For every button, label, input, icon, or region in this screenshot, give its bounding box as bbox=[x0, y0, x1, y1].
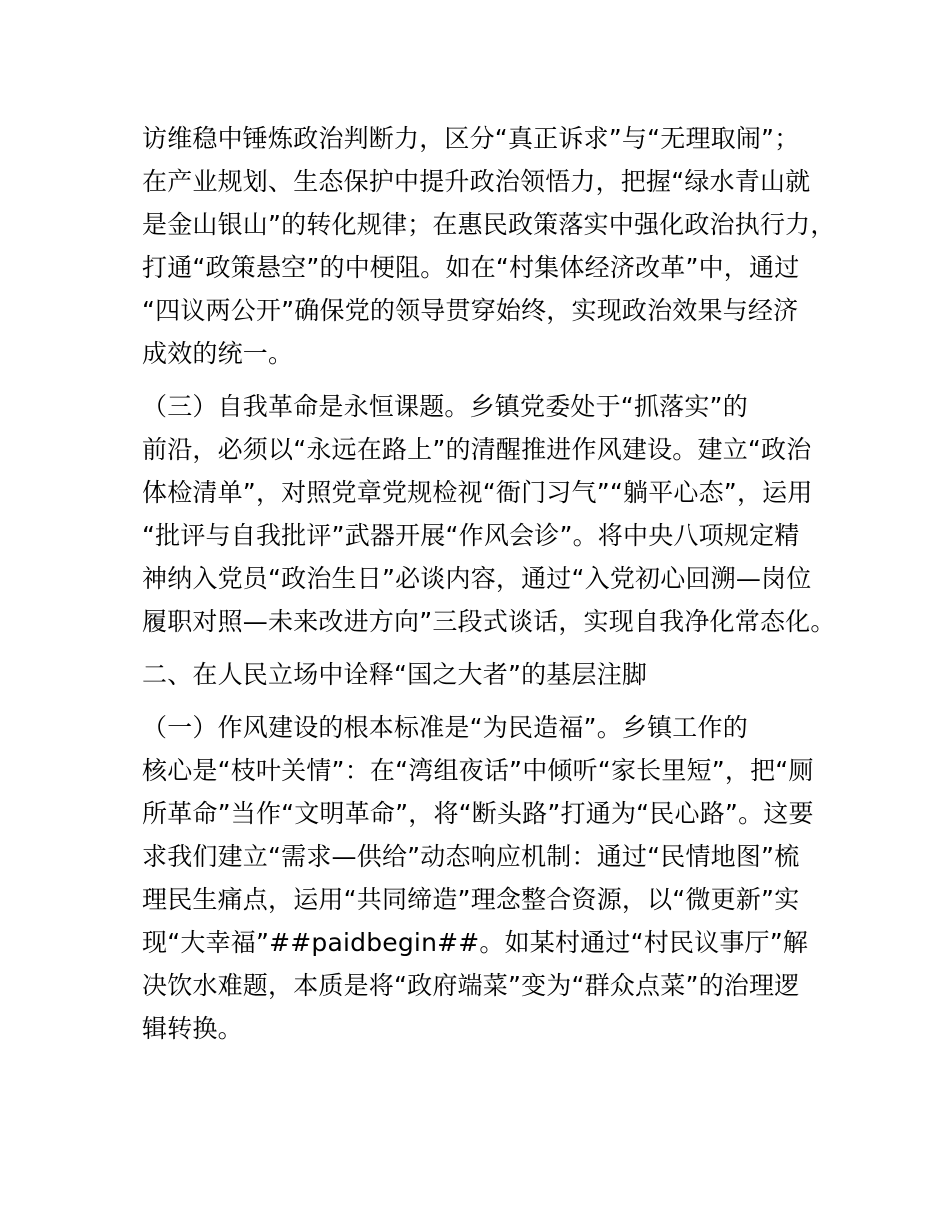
text-line: 是金山银山”的转化规律；在惠民政策落实中强化政治执行力， bbox=[142, 210, 836, 239]
text-line: 在产业规划、生态保护中提升政治领悟力，把握“绿水青山就 bbox=[142, 167, 811, 196]
text-line: “四议两公开”确保党的领导贯穿始终，实现政治效果与经济 bbox=[142, 296, 799, 325]
section-heading: 二、在人民立场中诠释“国之大者”的基层注脚 bbox=[142, 660, 648, 689]
text-line: 核心是“枝叶关情”：在“湾组夜话”中倾听“家长里短”，把“厕 bbox=[142, 756, 814, 785]
text-line: 打通“政策悬空”的中梗阻。如在“村集体经济改革”中，通过 bbox=[142, 253, 800, 282]
text-line: （一）作风建设的根本标准是“为民造福”。乡镇工作的 bbox=[142, 713, 748, 742]
text-line: 理民生痛点，运用“共同缔造”理念整合资源，以“微更新”实 bbox=[142, 885, 800, 914]
text-line: “批评与自我批评”武器开展“作风会诊”。将中央八项规定精 bbox=[142, 521, 800, 550]
text-line: 访维稳中锤炼政治判断力，区分“真正诉求”与“无理取闹”； bbox=[142, 124, 800, 153]
text-line: 成效的统一。 bbox=[142, 339, 294, 368]
text-line: 前沿，必须以“永远在路上”的清醒推进作风建设。建立“政治 bbox=[142, 435, 812, 464]
text-line: 辑转换。 bbox=[142, 1014, 243, 1043]
text-line: 所革命”当作“文明革命”，将“断头路”打通为“民心路”。这要 bbox=[142, 799, 814, 828]
text-line: 现“大幸福”##paidbegin##。如某村通过“村民议事厅”解 bbox=[142, 928, 809, 957]
text-line: 决饮水难题，本质是将“政府端菜”变为“群众点菜”的治理逻 bbox=[142, 971, 800, 1000]
text-line: 神纳入党员“政治生日”必谈内容，通过“入党初心回溯—岗位 bbox=[142, 564, 812, 593]
text-line: （三）自我革命是永恒课题。乡镇党委处于“抓落实”的 bbox=[142, 392, 748, 421]
text-line: 体检清单”，对照党章党规检视“衙门习气”“躺平心态”，运用 bbox=[142, 478, 813, 507]
text-line: 履职对照—未来改进方向”三段式谈话，实现自我净化常态化。 bbox=[142, 607, 836, 636]
text-line: 求我们建立“需求—供给”动态响应机制：通过“民情地图”梳 bbox=[142, 842, 800, 871]
